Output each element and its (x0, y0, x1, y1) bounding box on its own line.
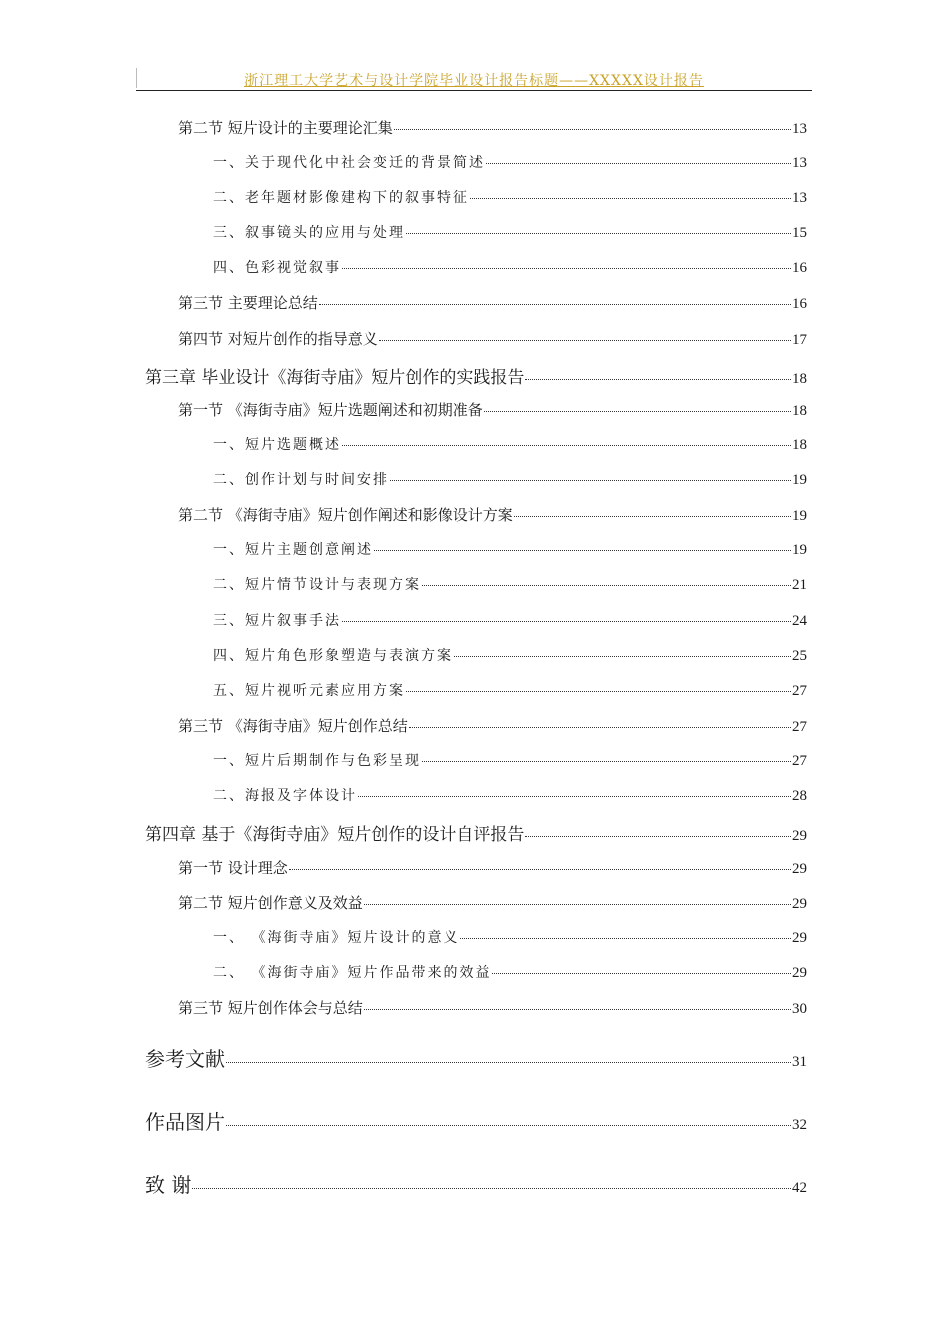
toc-entry[interactable] (145, 1043, 807, 1072)
toc-dot-leader (364, 1009, 791, 1010)
toc-page-number: 25 (792, 648, 807, 664)
toc-entry[interactable] (178, 328, 807, 349)
toc-page-number: 42 (792, 1180, 807, 1196)
toc-page-number: 19 (792, 508, 807, 524)
toc-dot-leader (486, 163, 791, 164)
toc-entry-title: 一、短片主题创意阐述 (213, 542, 373, 558)
toc-entry-title: 第二节 《海街寺庙》短片创作阐述和影像设计方案 (178, 506, 513, 524)
toc-entry-title: 第二节 短片设计的主要理论汇集 (178, 119, 393, 137)
toc-page-number: 29 (792, 861, 807, 877)
toc-dot-leader (492, 973, 791, 974)
toc-page-number: 19 (792, 472, 807, 488)
toc-page-number: 13 (792, 155, 807, 171)
toc-entry-title: 二、短片情节设计与表现方案 (213, 577, 421, 593)
toc-page-number: 27 (792, 683, 807, 699)
toc-page-number: 29 (792, 828, 807, 844)
toc-dot-leader (422, 585, 791, 586)
toc-entry[interactable] (178, 117, 807, 138)
toc-dot-leader (406, 691, 791, 692)
page-header (136, 64, 812, 91)
toc-dot-leader (525, 836, 791, 837)
toc-entry-title: 二、 《海街寺庙》短片作品带来的效益 (213, 965, 492, 981)
toc-page-number: 15 (792, 225, 807, 241)
toc-entry[interactable] (178, 857, 807, 878)
toc-entry[interactable] (213, 222, 807, 242)
toc-entry[interactable] (178, 997, 807, 1018)
toc-page-number: 29 (792, 965, 807, 981)
toc-page-number: 19 (792, 542, 807, 558)
toc-page-number: 24 (792, 613, 807, 629)
toc-dot-leader (525, 379, 791, 380)
toc-entry-title: 一、关于现代化中社会变迁的背景简述 (213, 155, 485, 171)
toc-entry[interactable] (213, 574, 807, 594)
toc-entry[interactable] (213, 152, 807, 172)
toc-dot-leader (374, 550, 791, 551)
toc-entry[interactable] (213, 539, 807, 559)
toc-dot-leader (394, 129, 791, 130)
toc-entry[interactable] (213, 927, 807, 947)
toc-page-number: 13 (792, 190, 807, 206)
toc-entry-title: 一、 《海街寺庙》短片设计的意义 (213, 930, 460, 946)
toc-dot-leader (422, 761, 791, 762)
toc-page-number: 31 (792, 1054, 807, 1070)
toc-page-number: 18 (792, 437, 807, 453)
toc-page-number: 18 (792, 371, 807, 387)
toc-entry[interactable] (213, 469, 807, 489)
toc-entry-title: 第三节 短片创作体会与总结 (178, 999, 363, 1017)
toc-entry-title: 第三节 《海街寺庙》短片创作总结 (178, 717, 408, 735)
toc-dot-leader (192, 1188, 791, 1189)
toc-page-number: 16 (792, 296, 807, 312)
toc-entry[interactable] (145, 363, 807, 388)
toc-entry-title: 四、短片角色形象塑造与表演方案 (213, 648, 453, 664)
toc-page-number: 27 (792, 753, 807, 769)
toc-entry-title: 第四节 对短片创作的指导意义 (178, 330, 378, 348)
toc-dot-leader (406, 233, 791, 234)
toc-entry[interactable] (145, 1169, 807, 1198)
toc-page-number: 28 (792, 788, 807, 804)
toc-entry[interactable] (178, 715, 807, 736)
toc-dot-leader (319, 304, 791, 305)
toc-dot-leader (484, 411, 791, 412)
toc-entry[interactable] (178, 399, 807, 420)
toc-entry-title: 第三章 毕业设计《海街寺庙》短片创作的实践报告 (145, 368, 525, 388)
toc-entry-title: 第四章 基于《海街寺庙》短片创作的设计自评报告 (145, 825, 525, 845)
toc-entry-title: 二、老年题材影像建构下的叙事特征 (213, 190, 469, 206)
toc-dot-leader (226, 1062, 791, 1063)
toc-entry-title: 二、海报及字体设计 (213, 788, 357, 804)
toc-dot-leader (514, 516, 791, 517)
toc-dot-leader (460, 938, 791, 939)
toc-page-number: 17 (792, 332, 807, 348)
toc-entry-title: 四、色彩视觉叙事 (213, 260, 341, 276)
toc-entry-title: 致 谢 (145, 1173, 192, 1197)
toc-entry-title: 参考文献 (145, 1047, 225, 1071)
toc-entry[interactable] (213, 962, 807, 982)
toc-entry-title: 第一节 设计理念 (178, 859, 288, 877)
toc-dot-leader (342, 445, 791, 446)
header-title: 浙江理工大学艺术与设计学院毕业设计报告标题——XXXXX设计报告 (244, 73, 704, 89)
toc-page-number: 13 (792, 121, 807, 137)
toc-entry[interactable] (213, 257, 807, 277)
toc-entry[interactable] (213, 750, 807, 770)
toc-dot-leader (358, 796, 791, 797)
toc-entry-title: 作品图片 (145, 1110, 225, 1134)
toc-entry-title: 一、短片后期制作与色彩呈现 (213, 753, 421, 769)
toc-entry[interactable] (213, 187, 807, 207)
toc-entry[interactable] (213, 434, 807, 454)
toc-page-number: 29 (792, 930, 807, 946)
toc-entry[interactable] (213, 645, 807, 665)
toc-dot-leader (342, 621, 791, 622)
toc-entry-title: 第二节 短片创作意义及效益 (178, 894, 363, 912)
toc-entry-title: 五、短片视听元素应用方案 (213, 683, 405, 699)
toc-page-number: 18 (792, 403, 807, 419)
toc-dot-leader (342, 268, 791, 269)
toc-entry[interactable] (213, 680, 807, 700)
toc-entry-title: 二、创作计划与时间安排 (213, 472, 389, 488)
toc-page-number: 32 (792, 1117, 807, 1133)
toc-entry[interactable] (213, 610, 807, 630)
toc-entry-title: 三、短片叙事手法 (213, 613, 341, 629)
toc-entry[interactable] (145, 1106, 807, 1135)
toc-dot-leader (454, 656, 791, 657)
toc-dot-leader (390, 480, 791, 481)
toc-dot-leader (409, 727, 791, 728)
toc-entry[interactable] (178, 504, 807, 525)
toc-page-number: 29 (792, 896, 807, 912)
toc-page-number: 16 (792, 260, 807, 276)
toc-dot-leader (289, 869, 791, 870)
toc-entry-title: 一、短片选题概述 (213, 437, 341, 453)
toc-entry[interactable] (178, 892, 807, 913)
toc-entry[interactable] (178, 292, 807, 313)
toc-page-number: 21 (792, 577, 807, 593)
toc-entry-title: 第一节 《海街寺庙》短片选题阐述和初期准备 (178, 401, 483, 419)
toc-entry[interactable] (213, 785, 807, 805)
toc-dot-leader (379, 340, 791, 341)
toc-entry-title: 第三节 主要理论总结 (178, 294, 318, 312)
toc-page-number: 27 (792, 719, 807, 735)
toc-dot-leader (470, 198, 791, 199)
toc-entry-title: 三、叙事镜头的应用与处理 (213, 225, 405, 241)
toc-page-number: 30 (792, 1001, 807, 1017)
toc-dot-leader (364, 904, 791, 905)
toc-entry[interactable] (145, 820, 807, 845)
toc-dot-leader (226, 1125, 791, 1126)
